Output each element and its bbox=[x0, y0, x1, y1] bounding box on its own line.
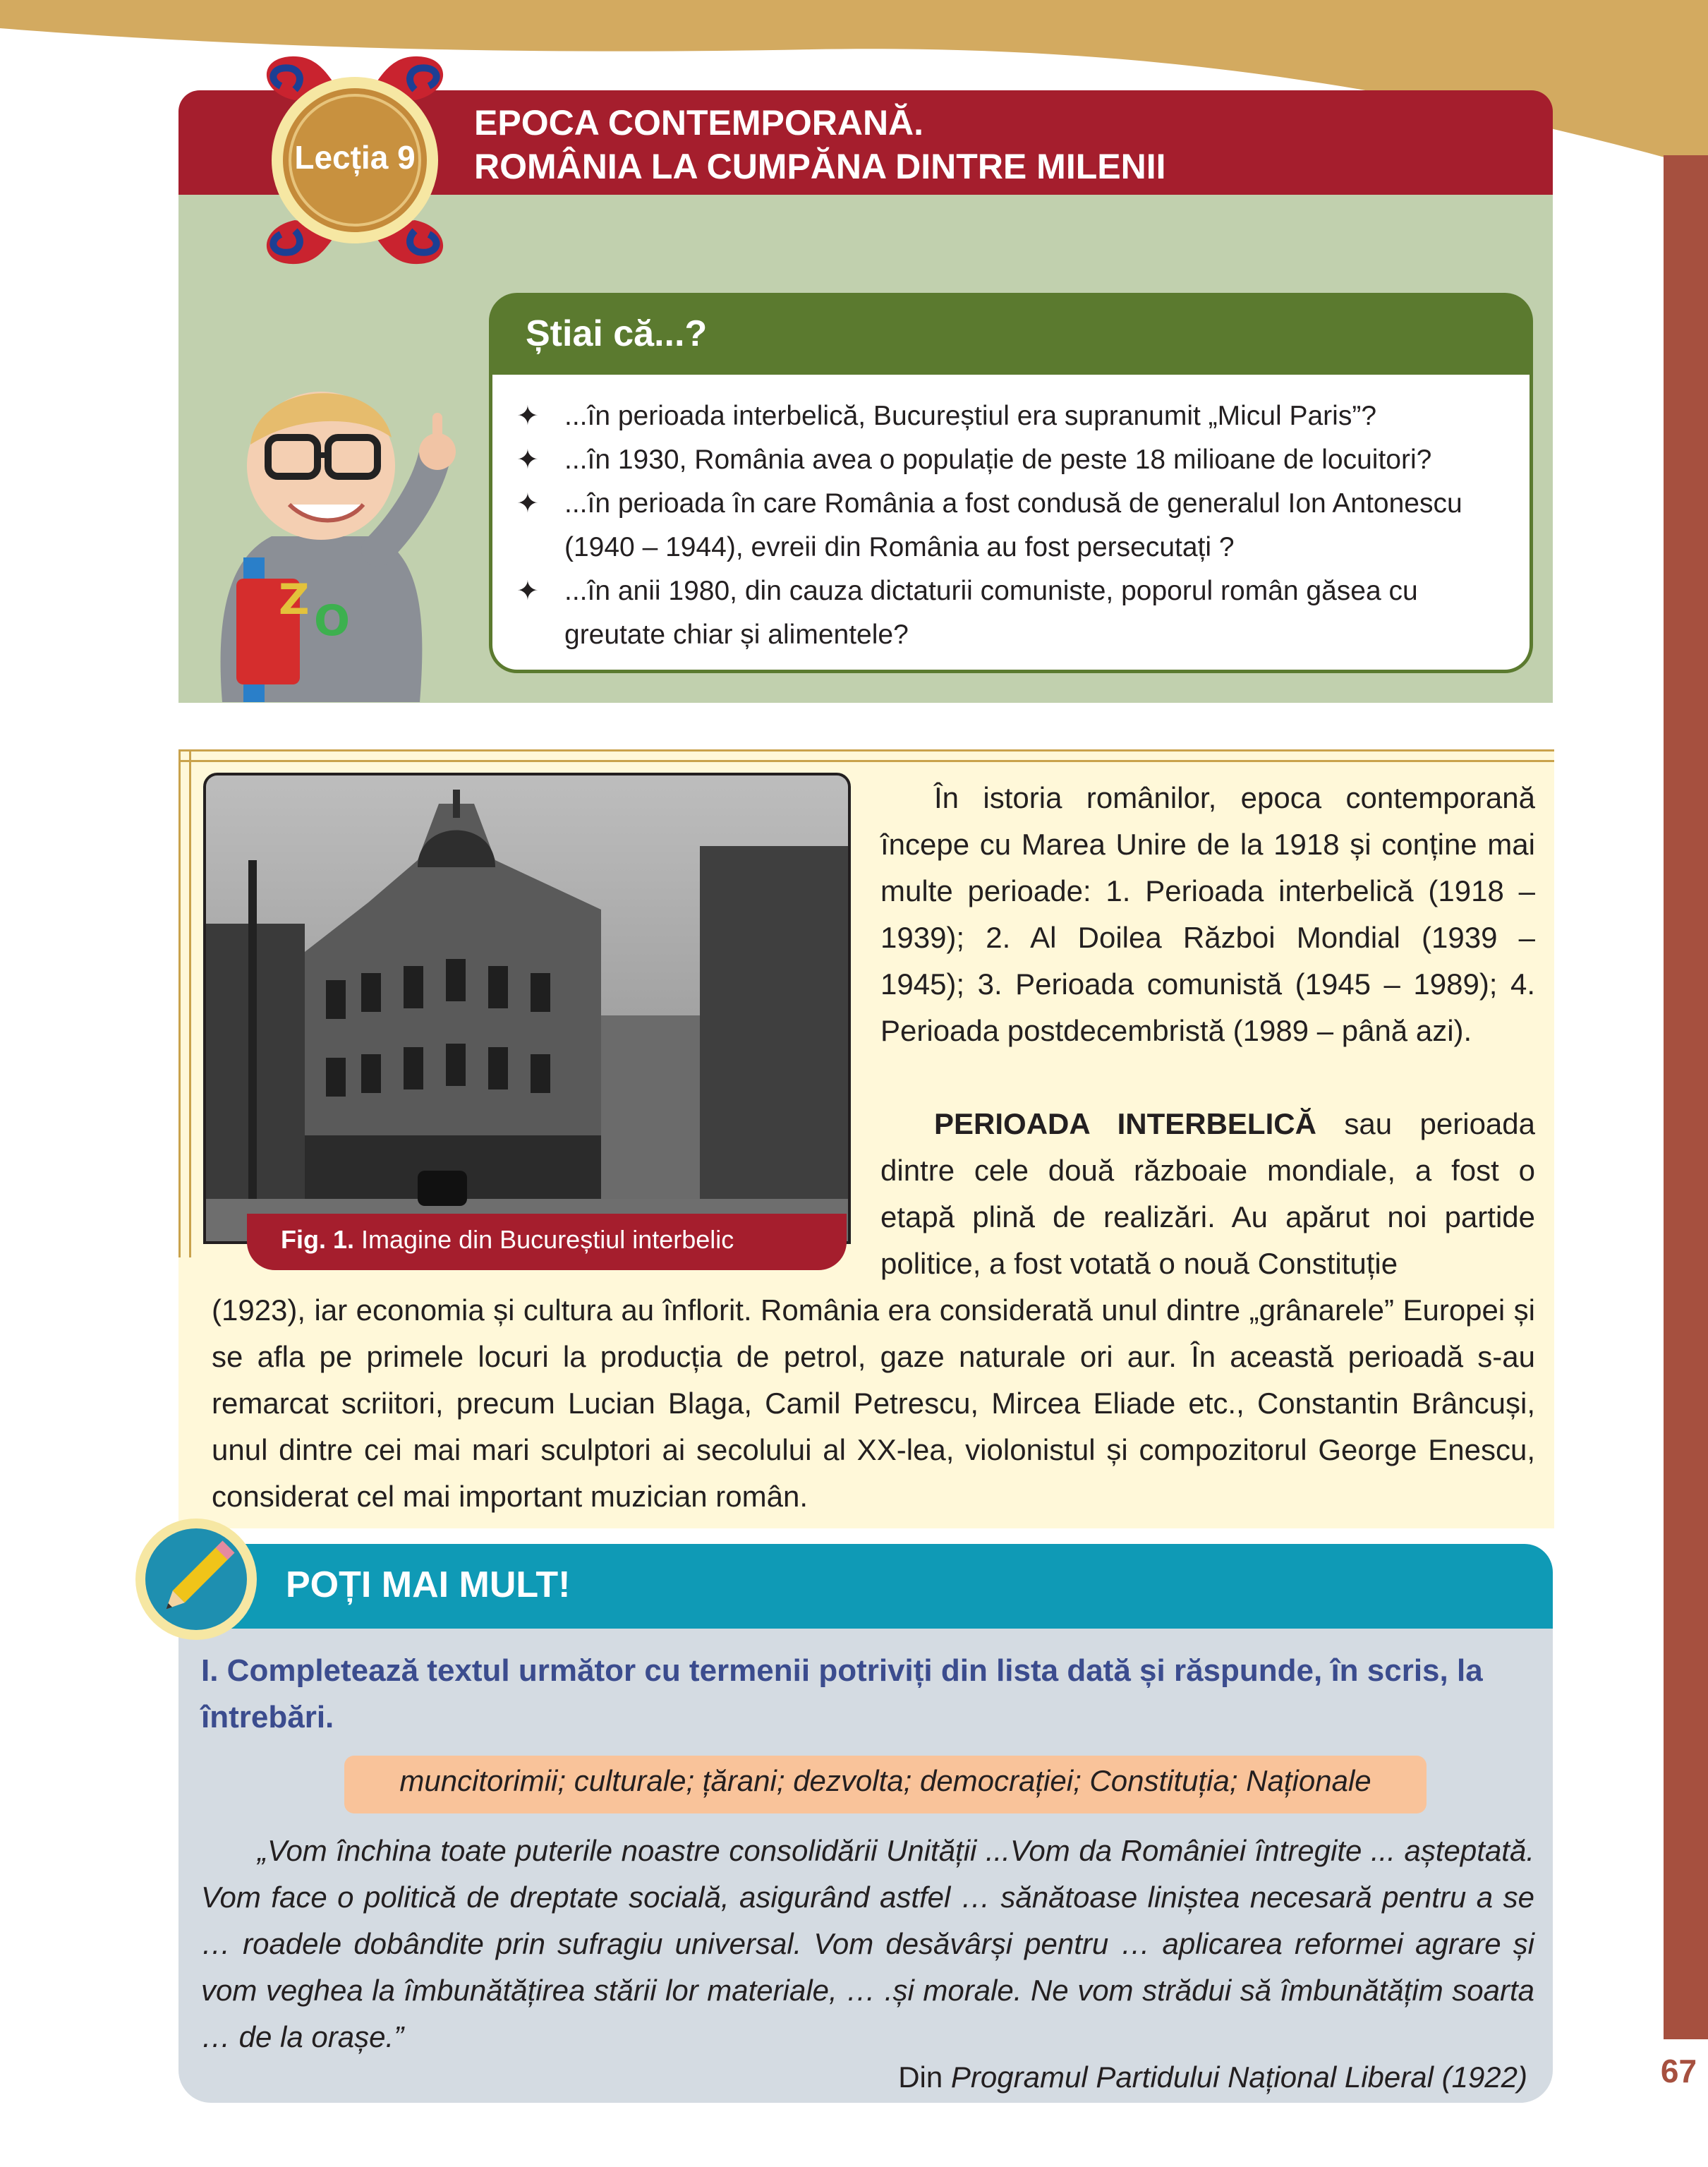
page-side-bar bbox=[1664, 155, 1708, 2060]
word-list: muncitorimii; culturale; țărani; dezvolta; democrației; Constituția; Naționale bbox=[399, 1764, 1371, 1797]
fact-item: ✦ ...în 1930, România avea o populație de peste 18 milioane de locuitori? bbox=[564, 438, 1524, 482]
did-you-know-title: Știai că...? bbox=[526, 313, 708, 354]
fact-item: ✦ ...în anii 1980, din cauza dictaturii comuniste, poporul român găsea cu greutate chiar și alimentele? bbox=[564, 569, 1524, 657]
photo-caption: Fig. 1. Imagine din Bucureștiul interbelic bbox=[281, 1225, 734, 1254]
paragraph-interwar-period: PERIOADA INTERBELICĂ sau perioada dintre cele două războaie mondiale, a fost o etapă plină de realizări. Au apărut noi partide politice, a fost votată o nouă Constituție bbox=[880, 1107, 1535, 1280]
bullet-star-icon: ✦ bbox=[516, 402, 539, 431]
pencil-icon bbox=[133, 1516, 260, 1643]
paragraph-contemporary-epoch: În istoria românilor, epoca contemporană începe cu Marea Unire de la 1918 și conține mai multe perioade: 1. Perioada interbelică (1918 – 1939); 2. Al Doilea Război Mondial (1939 – 1945); 3. Perioada comunistă (1945 – 1989); 4. Perioada postdecembristă (1989 – până azi). bbox=[880, 781, 1535, 1047]
photo-image bbox=[206, 775, 848, 1241]
boy-pointing-illustration bbox=[194, 346, 462, 702]
svg-text:O: O bbox=[314, 596, 351, 646]
bullet-star-icon: ✦ bbox=[516, 445, 539, 475]
task-instruction: I. Completează textul următor cu termenii potriviți din lista dată și răspunde, în scris, la întrebări. bbox=[201, 1653, 1483, 1734]
paragraph-interwar-continued: (1923), iar economia și cultura au înflorit. România era considerată unul dintre „grânarele” Europei și se afla pe primele locuri la producția de petrol, gaze naturale ori aur. În această perioadă s-au remarcat scriitori, precum Lucian Blaga, Camil Petrescu, Mircea Eliade etc., Constantin Brâncuși, unul dintre cei mai mari sculptori ai secolului al XX-lea, violonistul și compozitorul George Enescu, considerat cel mai important muzician român. bbox=[212, 1293, 1535, 1513]
decorative-gold-line bbox=[178, 749, 1554, 762]
interwar-bucharest-photo bbox=[203, 773, 851, 1244]
bullet-star-icon: ✦ bbox=[516, 577, 539, 606]
fill-in-quote: „Vom închina toate puterile noastre consolidării Unității ...Vom da României întregite ... așteptată. Vom face o politică de dreptate socială, asigurând astfel … sănătoase liniștea necesară pentru a se … roadele dobândite prin sufragiu universal. Vom desăvârși pentru … aplicarea reformei agrare și vom veghea la îmbunătățirea stării lor materiale, … .și morale. Ne vom strădui să îmbunătățim soarta … de la orașe.” bbox=[201, 1834, 1534, 2053]
lesson-title-line-1: EPOCA CONTEMPORANĂ. bbox=[474, 103, 924, 143]
svg-text:Z: Z bbox=[279, 575, 310, 624]
page-number: 67 bbox=[1660, 2053, 1697, 2089]
quote-source: Din Programul Partidului Național Liberal (1922) bbox=[898, 2060, 1527, 2094]
bullet-star-icon: ✦ bbox=[516, 489, 539, 519]
exercise-title: POȚI MAI MULT! bbox=[286, 1564, 571, 1605]
lesson-title-line-2: ROMÂNIA LA CUMPĂNA DINTRE MILENII bbox=[474, 147, 1166, 186]
lesson-badge-label: Lecția 9 bbox=[294, 139, 416, 176]
decorative-gold-line bbox=[178, 749, 191, 1257]
fact-item: ✦ ...în perioada în care România a fost condusă de generalul Ion Antonescu (1940 – 1944), evreii din România au fost persecutați ? bbox=[564, 482, 1524, 569]
fact-item: ✦ ...în perioada interbelică, Bucureștiul era supranumit „Micul Paris”? bbox=[564, 394, 1524, 438]
